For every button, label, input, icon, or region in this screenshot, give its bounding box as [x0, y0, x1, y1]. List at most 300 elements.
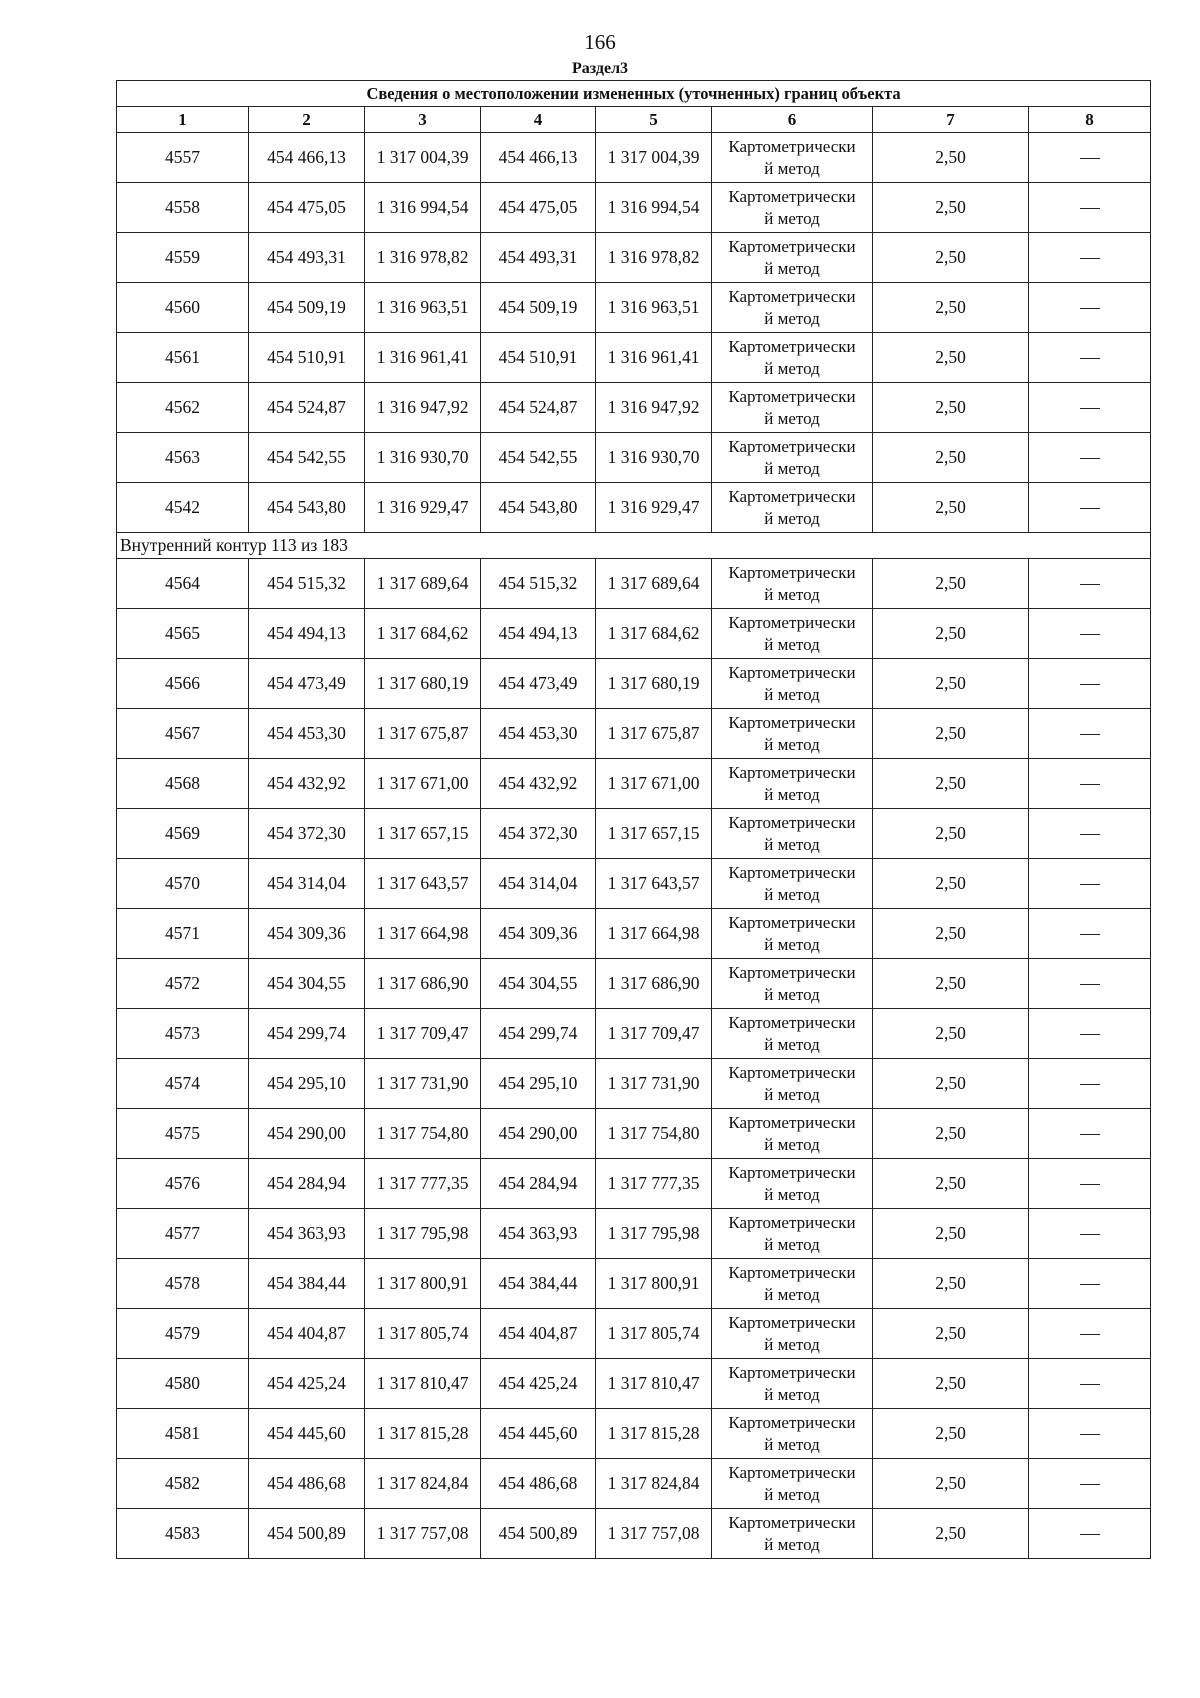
refined-y-cell: 1 317 805,74: [596, 1309, 712, 1359]
refined-x-cell: 454 515,32: [481, 559, 596, 609]
method-cell: [712, 609, 873, 659]
refined-x-cell: 454 314,04: [481, 859, 596, 909]
table-row: [117, 383, 1151, 433]
empty-dash-mark: [1080, 508, 1100, 509]
accuracy-cell: 2,50: [873, 1359, 1029, 1409]
accuracy-cell: 2,50: [873, 433, 1029, 483]
refined-y-cell: 1 317 643,57: [596, 859, 712, 909]
method-cell: [712, 659, 873, 709]
empty-dash-mark: [1080, 1284, 1100, 1285]
table-row: [117, 483, 1151, 533]
method-text-line1: Картометрически: [728, 486, 856, 506]
accuracy-cell: 2,50: [873, 1159, 1029, 1209]
method-text-line2: й метод: [764, 508, 820, 528]
refined-y-cell: 1 317 675,87: [596, 709, 712, 759]
accuracy-cell: 2,50: [873, 283, 1029, 333]
existing-x-cell: 454 363,93: [249, 1209, 365, 1259]
description-cell: [1029, 183, 1151, 233]
refined-x-cell: 454 445,60: [481, 1409, 596, 1459]
method-cell: [712, 283, 873, 333]
method-text-line2: й метод: [764, 784, 820, 804]
refined-x-cell: 454 542,55: [481, 433, 596, 483]
method-text-line1: Картометрически: [728, 136, 856, 156]
accuracy-cell: 2,50: [873, 383, 1029, 433]
description-cell: [1029, 1359, 1151, 1409]
existing-y-cell: 1 317 824,84: [365, 1459, 481, 1509]
point-number-cell: 4542: [117, 483, 249, 533]
existing-x-cell: 454 486,68: [249, 1459, 365, 1509]
refined-y-cell: 1 317 657,15: [596, 809, 712, 859]
refined-y-cell: 1 317 795,98: [596, 1209, 712, 1259]
description-cell: [1029, 1309, 1151, 1359]
table-row: [117, 1509, 1151, 1559]
method-text-line1: Картометрически: [728, 386, 856, 406]
refined-y-cell: 1 317 680,19: [596, 659, 712, 709]
existing-x-cell: 454 466,13: [249, 133, 365, 183]
refined-x-cell: 454 524,87: [481, 383, 596, 433]
empty-dash-mark: [1080, 584, 1100, 585]
refined-x-cell: 454 509,19: [481, 283, 596, 333]
table-row: [117, 1209, 1151, 1259]
method-text-line1: Картометрически: [728, 186, 856, 206]
existing-y-cell: 1 316 930,70: [365, 433, 481, 483]
point-number-cell: 4569: [117, 809, 249, 859]
method-cell: [712, 483, 873, 533]
existing-x-cell: 454 295,10: [249, 1059, 365, 1109]
empty-dash-mark: [1080, 208, 1100, 209]
existing-y-cell: 1 317 800,91: [365, 1259, 481, 1309]
empty-dash-mark: [1080, 458, 1100, 459]
existing-y-cell: 1 317 680,19: [365, 659, 481, 709]
method-text-line1: Картометрически: [728, 812, 856, 832]
refined-x-cell: 454 466,13: [481, 133, 596, 183]
method-text-line1: Картометрически: [728, 662, 856, 682]
point-number-cell: 4560: [117, 283, 249, 333]
refined-x-cell: 454 453,30: [481, 709, 596, 759]
contour-label: Внутренний контур 113 из 183: [117, 533, 1151, 559]
refined-y-cell: 1 316 963,51: [596, 283, 712, 333]
existing-y-cell: 1 317 675,87: [365, 709, 481, 759]
empty-dash-mark: [1080, 984, 1100, 985]
accuracy-cell: 2,50: [873, 333, 1029, 383]
refined-x-cell: 454 425,24: [481, 1359, 596, 1409]
refined-y-cell: 1 316 961,41: [596, 333, 712, 383]
table-row: [117, 1109, 1151, 1159]
method-text-line2: й метод: [764, 1284, 820, 1304]
table-row: [117, 433, 1151, 483]
point-number-cell: 4567: [117, 709, 249, 759]
existing-y-cell: 1 316 978,82: [365, 233, 481, 283]
method-text-line2: й метод: [764, 1234, 820, 1254]
description-cell: [1029, 609, 1151, 659]
refined-y-cell: 1 316 994,54: [596, 183, 712, 233]
description-cell: [1029, 1209, 1151, 1259]
description-cell: [1029, 483, 1151, 533]
method-text-line1: Картометрически: [728, 1412, 856, 1432]
table-row: [117, 1459, 1151, 1509]
refined-y-cell: 1 317 684,62: [596, 609, 712, 659]
table-row: [117, 609, 1151, 659]
existing-y-cell: 1 316 963,51: [365, 283, 481, 333]
existing-x-cell: 454 524,87: [249, 383, 365, 433]
existing-y-cell: 1 317 754,80: [365, 1109, 481, 1159]
point-number-cell: 4570: [117, 859, 249, 909]
method-cell: [712, 909, 873, 959]
refined-y-cell: 1 317 777,35: [596, 1159, 712, 1209]
accuracy-cell: 2,50: [873, 1259, 1029, 1309]
existing-x-cell: 454 309,36: [249, 909, 365, 959]
method-cell: [712, 433, 873, 483]
method-text-line2: й метод: [764, 834, 820, 854]
point-number-cell: 4574: [117, 1059, 249, 1109]
method-text-line2: й метод: [764, 1534, 820, 1554]
point-number-cell: 4571: [117, 909, 249, 959]
point-number-cell: 4562: [117, 383, 249, 433]
method-text-line1: Картометрически: [728, 762, 856, 782]
page-number: 166: [584, 30, 616, 54]
description-cell: [1029, 233, 1151, 283]
point-number-cell: 4563: [117, 433, 249, 483]
refined-x-cell: 454 404,87: [481, 1309, 596, 1359]
column-header: 8: [1029, 107, 1151, 133]
existing-y-cell: 1 317 757,08: [365, 1509, 481, 1559]
refined-y-cell: 1 317 800,91: [596, 1259, 712, 1309]
method-cell: [712, 383, 873, 433]
method-cell: [712, 233, 873, 283]
refined-y-cell: 1 317 815,28: [596, 1409, 712, 1459]
refined-y-cell: 1 317 757,08: [596, 1509, 712, 1559]
description-cell: [1029, 383, 1151, 433]
description-cell: [1029, 1259, 1151, 1309]
existing-x-cell: 454 432,92: [249, 759, 365, 809]
accuracy-cell: 2,50: [873, 183, 1029, 233]
empty-dash-mark: [1080, 1234, 1100, 1235]
table-row: [117, 859, 1151, 909]
existing-x-cell: 454 290,00: [249, 1109, 365, 1159]
description-cell: [1029, 1509, 1151, 1559]
method-text-line2: й метод: [764, 1434, 820, 1454]
boundary-coordinates-table: [116, 80, 1151, 1559]
section-title: Раздел3: [571, 60, 629, 77]
refined-x-cell: 454 510,91: [481, 333, 596, 383]
contour-separator-row: [117, 533, 1151, 559]
method-text-line1: Картометрически: [728, 612, 856, 632]
refined-y-cell: 1 317 686,90: [596, 959, 712, 1009]
existing-x-cell: 454 542,55: [249, 433, 365, 483]
method-text-line1: Картометрически: [728, 1162, 856, 1182]
method-cell: [712, 1209, 873, 1259]
refined-y-cell: 1 317 810,47: [596, 1359, 712, 1409]
existing-x-cell: 454 509,19: [249, 283, 365, 333]
empty-dash-mark: [1080, 1134, 1100, 1135]
existing-x-cell: 454 510,91: [249, 333, 365, 383]
existing-x-cell: 454 384,44: [249, 1259, 365, 1309]
empty-dash-mark: [1080, 884, 1100, 885]
accuracy-cell: 2,50: [873, 233, 1029, 283]
method-cell: [712, 1159, 873, 1209]
method-text-line2: й метод: [764, 1134, 820, 1154]
empty-dash-mark: [1080, 358, 1100, 359]
refined-x-cell: 454 363,93: [481, 1209, 596, 1259]
refined-y-cell: 1 316 978,82: [596, 233, 712, 283]
method-cell: [712, 1359, 873, 1409]
accuracy-cell: 2,50: [873, 133, 1029, 183]
existing-y-cell: 1 317 686,90: [365, 959, 481, 1009]
method-text-line2: й метод: [764, 1484, 820, 1504]
point-number-cell: 4559: [117, 233, 249, 283]
column-header: 7: [873, 107, 1029, 133]
method-text-line2: й метод: [764, 934, 820, 954]
existing-x-cell: 454 284,94: [249, 1159, 365, 1209]
accuracy-cell: 2,50: [873, 483, 1029, 533]
method-text-line1: Картометрически: [728, 1262, 856, 1282]
method-text-line1: Картометрически: [728, 336, 856, 356]
refined-y-cell: 1 317 671,00: [596, 759, 712, 809]
table-row: [117, 183, 1151, 233]
table-row: [117, 1259, 1151, 1309]
method-text-line2: й метод: [764, 208, 820, 228]
method-text-line1: Картометрически: [728, 1012, 856, 1032]
point-number-cell: 4573: [117, 1009, 249, 1059]
method-text-line2: й метод: [764, 1334, 820, 1354]
existing-x-cell: 454 404,87: [249, 1309, 365, 1359]
table-row: [117, 133, 1151, 183]
empty-dash-mark: [1080, 258, 1100, 259]
description-cell: [1029, 1159, 1151, 1209]
method-text-line2: й метод: [764, 308, 820, 328]
point-number-cell: 4572: [117, 959, 249, 1009]
existing-x-cell: 454 473,49: [249, 659, 365, 709]
empty-dash-mark: [1080, 834, 1100, 835]
existing-y-cell: 1 317 810,47: [365, 1359, 481, 1409]
column-header: 5: [596, 107, 712, 133]
empty-dash-mark: [1080, 784, 1100, 785]
accuracy-cell: 2,50: [873, 709, 1029, 759]
refined-x-cell: 454 290,00: [481, 1109, 596, 1159]
existing-y-cell: 1 317 664,98: [365, 909, 481, 959]
table-row: [117, 333, 1151, 383]
empty-dash-mark: [1080, 1084, 1100, 1085]
accuracy-cell: 2,50: [873, 959, 1029, 1009]
table-row: [117, 809, 1151, 859]
table-row: [117, 1059, 1151, 1109]
existing-y-cell: 1 316 947,92: [365, 383, 481, 433]
accuracy-cell: 2,50: [873, 659, 1029, 709]
empty-dash-mark: [1080, 734, 1100, 735]
column-header: 4: [481, 107, 596, 133]
refined-y-cell: 1 317 709,47: [596, 1009, 712, 1059]
existing-y-cell: 1 317 805,74: [365, 1309, 481, 1359]
existing-x-cell: 454 299,74: [249, 1009, 365, 1059]
method-cell: [712, 809, 873, 859]
existing-y-cell: 1 317 689,64: [365, 559, 481, 609]
refined-x-cell: 454 500,89: [481, 1509, 596, 1559]
method-text-line1: Картометрически: [728, 436, 856, 456]
refined-x-cell: 454 284,94: [481, 1159, 596, 1209]
existing-x-cell: 454 515,32: [249, 559, 365, 609]
method-text-line1: Картометрически: [728, 1312, 856, 1332]
point-number-cell: 4578: [117, 1259, 249, 1309]
method-cell: [712, 183, 873, 233]
method-cell: [712, 1009, 873, 1059]
point-number-cell: 4568: [117, 759, 249, 809]
description-cell: [1029, 1109, 1151, 1159]
empty-dash-mark: [1080, 1334, 1100, 1335]
method-text-line2: й метод: [764, 158, 820, 178]
method-cell: [712, 1059, 873, 1109]
table-row: [117, 1009, 1151, 1059]
method-text-line1: Картометрически: [728, 1062, 856, 1082]
refined-y-cell: 1 317 754,80: [596, 1109, 712, 1159]
method-text-line2: й метод: [764, 734, 820, 754]
table-caption: Сведения о местоположении измененных (уточненных) границ объекта: [117, 81, 1151, 107]
empty-dash-mark: [1080, 1484, 1100, 1485]
method-text-line2: й метод: [764, 684, 820, 704]
description-cell: [1029, 809, 1151, 859]
method-text-line2: й метод: [764, 984, 820, 1004]
existing-x-cell: 454 493,31: [249, 233, 365, 283]
accuracy-cell: 2,50: [873, 809, 1029, 859]
description-cell: [1029, 1009, 1151, 1059]
refined-y-cell: 1 316 930,70: [596, 433, 712, 483]
method-cell: [712, 559, 873, 609]
method-text-line1: Картометрически: [728, 236, 856, 256]
refined-y-cell: 1 316 929,47: [596, 483, 712, 533]
method-text-line2: й метод: [764, 1384, 820, 1404]
accuracy-cell: 2,50: [873, 1459, 1029, 1509]
existing-x-cell: 454 453,30: [249, 709, 365, 759]
method-text-line1: Картометрически: [728, 712, 856, 732]
point-number-cell: 4583: [117, 1509, 249, 1559]
table-row: [117, 1409, 1151, 1459]
existing-y-cell: 1 316 929,47: [365, 483, 481, 533]
point-number-cell: 4557: [117, 133, 249, 183]
existing-x-cell: 454 304,55: [249, 959, 365, 1009]
accuracy-cell: 2,50: [873, 1209, 1029, 1259]
method-cell: [712, 133, 873, 183]
empty-dash-mark: [1080, 934, 1100, 935]
method-text-line2: й метод: [764, 358, 820, 378]
method-cell: [712, 1259, 873, 1309]
empty-dash-mark: [1080, 1534, 1100, 1535]
description-cell: [1029, 333, 1151, 383]
refined-x-cell: 454 299,74: [481, 1009, 596, 1059]
method-cell: [712, 959, 873, 1009]
method-text-line1: Картометрически: [728, 1112, 856, 1132]
empty-dash-mark: [1080, 308, 1100, 309]
accuracy-cell: 2,50: [873, 609, 1029, 659]
method-cell: [712, 1459, 873, 1509]
method-text-line1: Картометрически: [728, 1462, 856, 1482]
column-header: 2: [249, 107, 365, 133]
column-header: 1: [117, 107, 249, 133]
accuracy-cell: 2,50: [873, 859, 1029, 909]
method-text-line1: Картометрически: [728, 286, 856, 306]
table-row: [117, 709, 1151, 759]
point-number-cell: 4579: [117, 1309, 249, 1359]
refined-x-cell: 454 543,80: [481, 483, 596, 533]
method-text-line2: й метод: [764, 1084, 820, 1104]
empty-dash-mark: [1080, 1434, 1100, 1435]
description-cell: [1029, 859, 1151, 909]
method-text-line2: й метод: [764, 634, 820, 654]
refined-y-cell: 1 317 664,98: [596, 909, 712, 959]
method-cell: [712, 709, 873, 759]
method-text-line2: й метод: [764, 458, 820, 478]
method-cell: [712, 859, 873, 909]
accuracy-cell: 2,50: [873, 1409, 1029, 1459]
column-header: 6: [712, 107, 873, 133]
refined-x-cell: 454 295,10: [481, 1059, 596, 1109]
table-row: [117, 559, 1151, 609]
description-cell: [1029, 909, 1151, 959]
point-number-cell: 4582: [117, 1459, 249, 1509]
refined-x-cell: 454 372,30: [481, 809, 596, 859]
existing-y-cell: 1 317 671,00: [365, 759, 481, 809]
existing-x-cell: 454 314,04: [249, 859, 365, 909]
point-number-cell: 4580: [117, 1359, 249, 1409]
accuracy-cell: 2,50: [873, 1309, 1029, 1359]
method-cell: [712, 759, 873, 809]
empty-dash-mark: [1080, 408, 1100, 409]
description-cell: [1029, 559, 1151, 609]
method-cell: [712, 1309, 873, 1359]
refined-x-cell: 454 486,68: [481, 1459, 596, 1509]
existing-x-cell: 454 372,30: [249, 809, 365, 859]
existing-y-cell: 1 317 643,57: [365, 859, 481, 909]
method-text-line2: й метод: [764, 884, 820, 904]
accuracy-cell: 2,50: [873, 909, 1029, 959]
refined-x-cell: 454 304,55: [481, 959, 596, 1009]
existing-x-cell: 454 500,89: [249, 1509, 365, 1559]
table-row: [117, 1309, 1151, 1359]
table-row: [117, 1359, 1151, 1409]
accuracy-cell: 2,50: [873, 1109, 1029, 1159]
method-text-line1: Картометрически: [728, 562, 856, 582]
existing-y-cell: 1 317 657,15: [365, 809, 481, 859]
point-number-cell: 4561: [117, 333, 249, 383]
table-header-row: [117, 107, 1151, 133]
table-row: [117, 959, 1151, 1009]
description-cell: [1029, 959, 1151, 1009]
point-number-cell: 4565: [117, 609, 249, 659]
table-row: [117, 909, 1151, 959]
existing-y-cell: 1 316 994,54: [365, 183, 481, 233]
method-text-line2: й метод: [764, 408, 820, 428]
refined-x-cell: 454 475,05: [481, 183, 596, 233]
description-cell: [1029, 759, 1151, 809]
point-number-cell: 4564: [117, 559, 249, 609]
point-number-cell: 4566: [117, 659, 249, 709]
existing-x-cell: 454 543,80: [249, 483, 365, 533]
description-cell: [1029, 659, 1151, 709]
accuracy-cell: 2,50: [873, 1059, 1029, 1109]
column-header: 3: [365, 107, 481, 133]
description-cell: [1029, 1409, 1151, 1459]
description-cell: [1029, 283, 1151, 333]
point-number-cell: 4575: [117, 1109, 249, 1159]
method-text-line1: Картометрически: [728, 1362, 856, 1382]
refined-y-cell: 1 317 731,90: [596, 1059, 712, 1109]
method-text-line1: Картометрически: [728, 1512, 856, 1532]
accuracy-cell: 2,50: [873, 1009, 1029, 1059]
existing-y-cell: 1 316 961,41: [365, 333, 481, 383]
table-row: [117, 1159, 1151, 1209]
method-text-line1: Картометрически: [728, 962, 856, 982]
description-cell: [1029, 133, 1151, 183]
refined-x-cell: 454 473,49: [481, 659, 596, 709]
refined-x-cell: 454 494,13: [481, 609, 596, 659]
